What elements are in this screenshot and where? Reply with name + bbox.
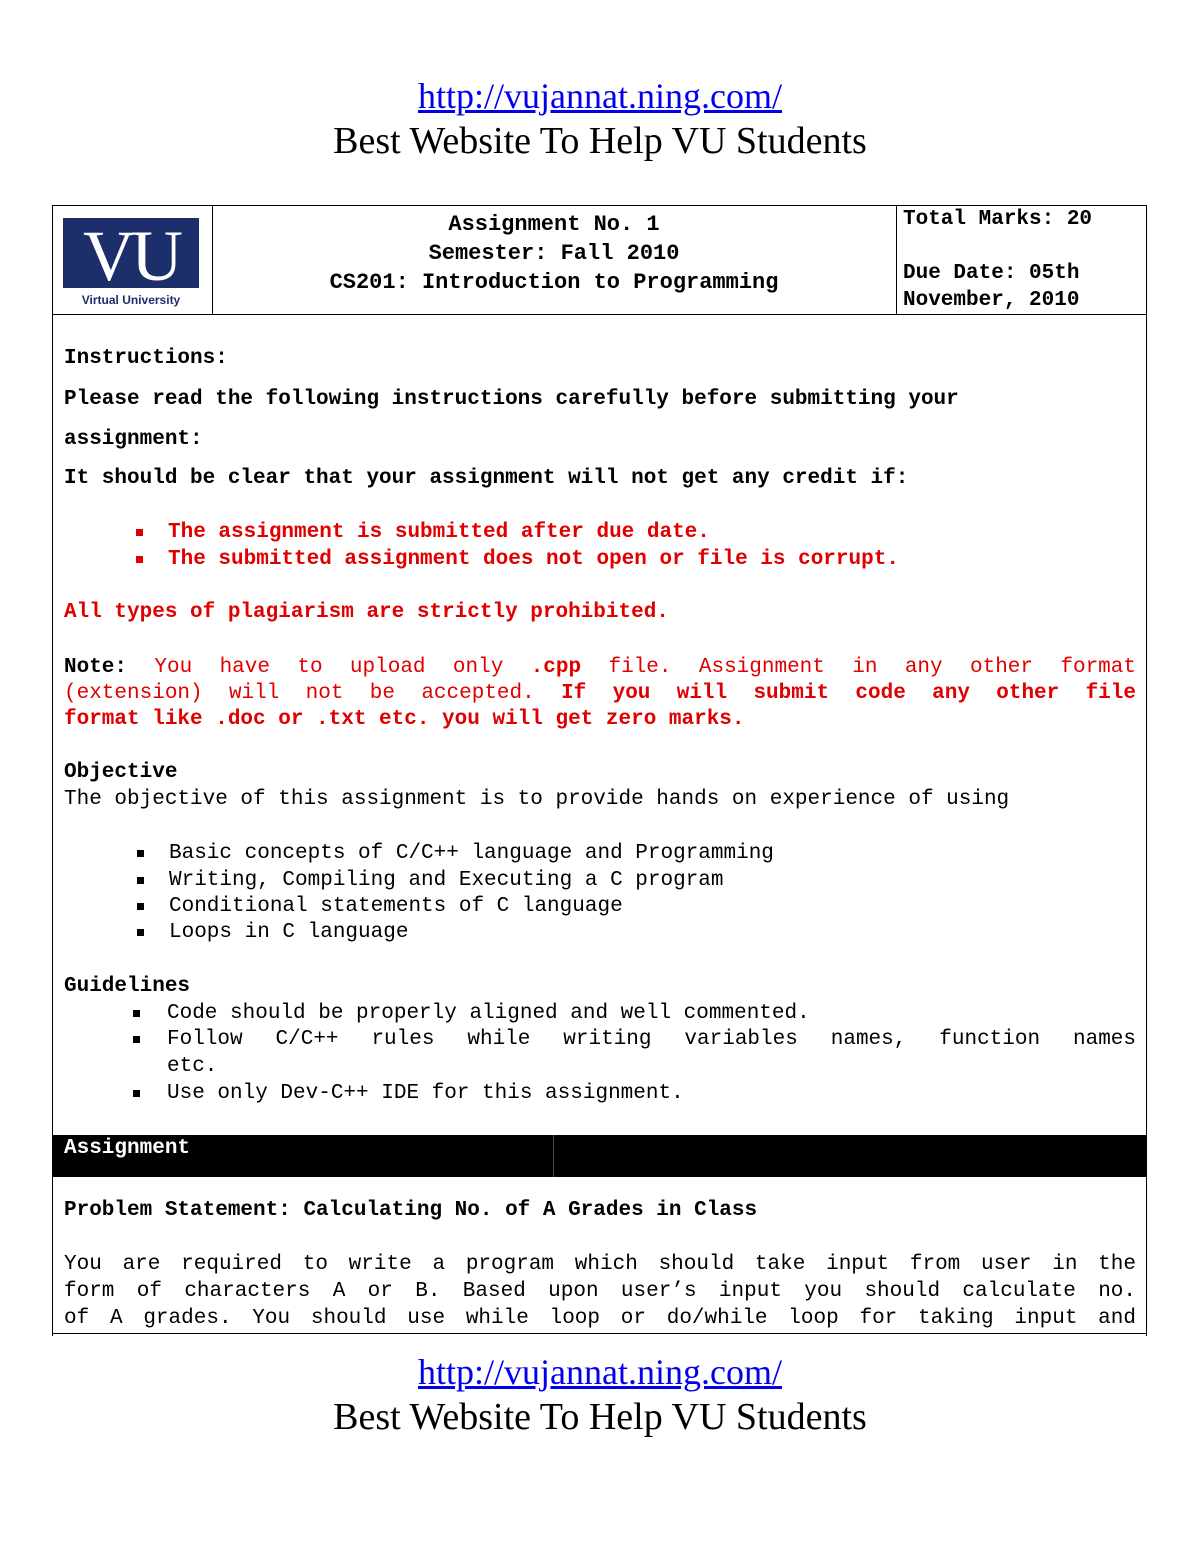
- bullet-icon: [137, 903, 144, 910]
- instructions-line3: It should be clear that your assignment will not get any credit if:: [64, 467, 909, 490]
- problem-title: Problem Statement: Calculating No. of A Grades in Class: [64, 1199, 758, 1222]
- vu-logo: [63, 218, 199, 308]
- guidelines-heading: Guidelines: [64, 975, 191, 998]
- list-item: Code should be properly aligned and well commented.: [167, 1002, 810, 1025]
- bullet-icon: [133, 1036, 140, 1043]
- assignment-header-table: [52, 205, 1147, 315]
- marks-cell: [897, 206, 1147, 314]
- bullet-icon: [136, 556, 143, 563]
- instructions-line1: Please read the following instructions carefully before submitting your: [64, 388, 959, 411]
- list-item: The assignment is submitted after due date.: [168, 521, 710, 544]
- list-item-continuation: etc.: [167, 1055, 218, 1078]
- list-item: The submitted assignment does not open or file is corrupt.: [168, 548, 899, 571]
- problem-para-line2: form of characters A or B. Based upon user’s input you should calculate no.: [64, 1280, 1136, 1303]
- plagiarism-warning: All types of plagiarism are strictly prohibited.: [64, 601, 669, 624]
- bar-divider: [553, 1135, 554, 1177]
- site-banner-bottom: [0, 1350, 1200, 1440]
- bullet-icon: [136, 529, 143, 536]
- course-title: CS201: Introduction to Programming: [329, 270, 779, 295]
- assignment-bar-label: Assignment: [64, 1137, 191, 1160]
- title-cell: [212, 206, 897, 314]
- total-marks: Total Marks: 20: [903, 208, 1093, 231]
- bullet-icon: [137, 929, 144, 936]
- logo-cell: [53, 206, 213, 314]
- note-line3: format like .doc or .txt etc. you will get zero marks.: [64, 708, 745, 731]
- list-item: Writing, Compiling and Executing a C program: [169, 869, 724, 892]
- bullet-icon: [133, 1010, 140, 1017]
- logo-letters: VU: [83, 218, 179, 296]
- problem-para-line3: of A grades. You should use while loop or do/while loop for taking input and: [64, 1307, 1136, 1330]
- bullet-icon: [133, 1090, 140, 1097]
- due-date-line2: November, 2010: [903, 289, 1080, 312]
- semester: Semester: Fall 2010: [428, 241, 680, 266]
- site-banner-top: [0, 74, 1200, 164]
- due-date-line1: Due Date: 05th: [903, 262, 1080, 285]
- list-item: Conditional statements of C language: [169, 895, 623, 918]
- bullet-icon: [137, 877, 144, 884]
- list-item: Basic concepts of C/C++ language and Programming: [169, 842, 774, 865]
- list-item: Loops in C language: [169, 921, 408, 944]
- note-line1: Note: You have to upload only .cpp file. Assignment in any other format: [64, 656, 1136, 679]
- objective-heading: Objective: [64, 761, 178, 784]
- list-item: Use only Dev-C++ IDE for this assignment.: [167, 1082, 684, 1105]
- bullet-icon: [137, 850, 144, 857]
- site-tagline: Best Website To Help VU Students: [333, 120, 867, 162]
- logo-caption: Virtual University: [81, 293, 181, 307]
- assignment-number: Assignment No. 1: [448, 212, 660, 237]
- instructions-heading: Instructions:: [64, 347, 228, 370]
- instructions-line2: assignment:: [64, 428, 203, 451]
- problem-para-line1: You are required to write a program which should take input from user in the: [64, 1253, 1136, 1276]
- note-line2: (extension) will not be accepted. If you will submit code any other file: [64, 682, 1136, 705]
- site-tagline: Best Website To Help VU Students: [333, 1396, 867, 1438]
- list-item: Follow C/C++ rules while writing variables names, function names: [167, 1028, 1136, 1051]
- site-link[interactable]: http://vujannat.ning.com/: [418, 1352, 782, 1392]
- objective-text: The objective of this assignment is to provide hands on experience of using: [64, 788, 1010, 811]
- assignment-section-bar: [52, 1135, 1147, 1177]
- site-link[interactable]: http://vujannat.ning.com/: [418, 76, 782, 116]
- frame-bottom-rule: [52, 1333, 1147, 1334]
